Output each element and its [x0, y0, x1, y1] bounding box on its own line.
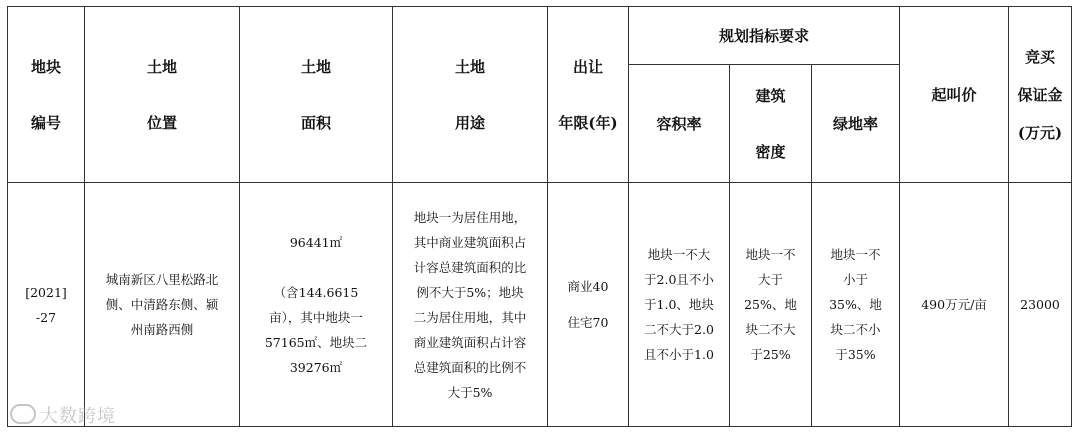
- header-deposit: 竞买 保证金 (万元): [1009, 7, 1072, 183]
- header-green: 绿地率: [812, 65, 900, 183]
- cell-deposit: 23000: [1009, 183, 1072, 427]
- table-row: [8, 183, 1072, 427]
- cell-far: 地块一不大 于2.0且不小 于1.0、地块 二不大于2.0 且不小于1.0: [629, 183, 730, 427]
- watermark: [10, 402, 116, 428]
- header-location: 土地 位置: [85, 7, 240, 183]
- cell-plot-no: [2021] -27: [8, 183, 85, 427]
- header-term: 出让 年限(年): [548, 7, 629, 183]
- watermark-logo-icon: [10, 404, 36, 424]
- cell-density: 地块一不 大于 25%、地 块二不大 于25%: [730, 183, 812, 427]
- header-density: 建筑 密度: [730, 65, 812, 183]
- cell-green: 地块一不 小于 35%、地 块二不小 于35%: [812, 183, 900, 427]
- cell-term: 商业40 住宅70: [548, 183, 629, 427]
- header-area: 土地 面积: [240, 7, 393, 183]
- cell-location: 城南新区八里松路北 侧、中清路东侧、颍 州南路西侧: [85, 183, 240, 427]
- watermark-text: 大数跨境: [40, 406, 116, 427]
- land-auction-table: [7, 6, 1072, 427]
- cell-area: 96441㎡ （含144.6615 亩），其中地块一 57165㎡、地块二 39276㎡: [240, 183, 393, 427]
- header-start-price: 起叫价: [900, 7, 1009, 183]
- cell-start-price: 490万元/亩: [900, 183, 1009, 427]
- cell-usage: 地块一为居住用地， 其中商业建筑面积占 计容总建筑面积的比 例不大于5%；地块 二为居住用地，其中 商业建筑面积占计容 总建筑面积的比例不 大于5%: [393, 183, 548, 427]
- header-plot-no: 地块 编号: [8, 7, 85, 183]
- header-usage: 土地 用途: [393, 7, 548, 183]
- header-far: 容积率: [629, 65, 730, 183]
- header-planning: 规划指标要求: [629, 7, 900, 65]
